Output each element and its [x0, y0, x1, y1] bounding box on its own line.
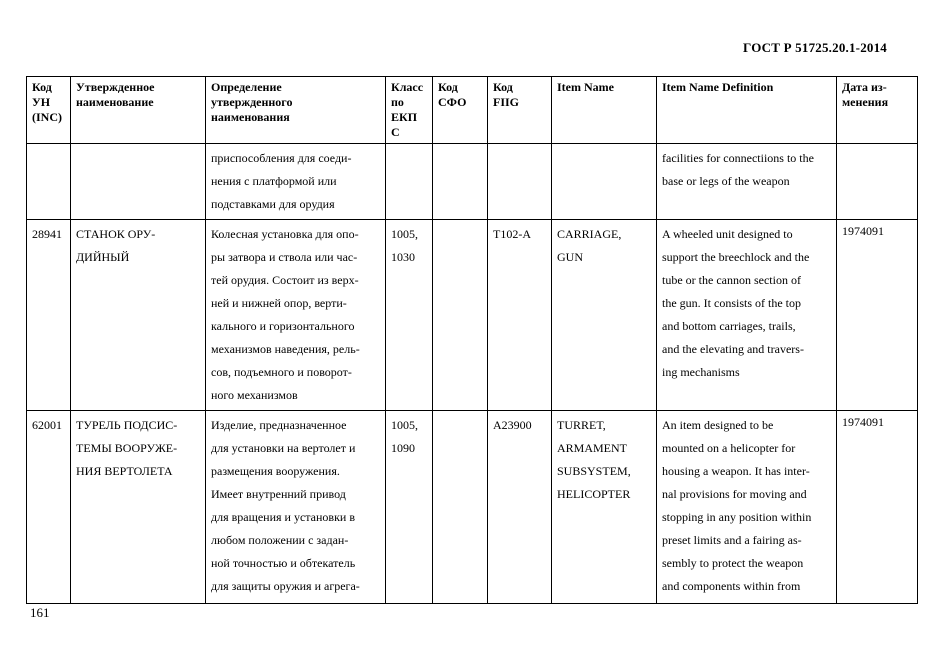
header-approved-name: Утвержденное наименование — [71, 77, 206, 144]
cell-definition: Изделие, предназначенное для установки на вертолет и размещения вооружения. Имеет внутренний привод для вращения и установки в любом положении с задан- ной точностью и обтекатель для защиты оружия и агрега- — [206, 411, 386, 604]
cell-change-date: 1974091 — [837, 220, 918, 411]
cell-change-date — [837, 144, 918, 220]
cell-approved-name: СТАНОК ОРУ- ДИЙНЫЙ — [71, 220, 206, 411]
header-fiig: Код FIIG — [488, 77, 552, 144]
cell-item-name — [552, 144, 657, 220]
cell-class: 1005, 1090 — [386, 411, 433, 604]
cell-inc: 62001 — [27, 411, 71, 604]
header-item-name-definition: Item Name Definition — [657, 77, 837, 144]
header-definition: Определение утвержденного наименования — [206, 77, 386, 144]
table-row — [27, 411, 918, 604]
page-number: 161 — [30, 605, 50, 620]
cell-approved-name — [71, 144, 206, 220]
header-item-name: Item Name — [552, 77, 657, 144]
cell-fiig: T102-A — [488, 220, 552, 411]
cell-class — [386, 144, 433, 220]
cell-class: 1005, 1030 — [386, 220, 433, 411]
cell-fiig — [488, 144, 552, 220]
cell-item-name: CARRIAGE, GUN — [552, 220, 657, 411]
cell-sfo — [433, 220, 488, 411]
table-row — [27, 144, 918, 220]
header-sfo: Код СФО — [433, 77, 488, 144]
header-change-date: Дата из- менения — [837, 77, 918, 144]
cell-item-definition: A wheeled unit designed to support the breechlock and the tube or the cannon section of the gun. It consists of the top and bottom carriages, trails, and the elevating and travers- ing mechanisms — [657, 220, 837, 411]
cell-definition: Колесная установка для опо- ры затвора и ствола или час- тей орудия. Состоит из верх- ней и нижней опор, верти- кального и горизонтального механизмов наведения, рель- сов, подъемного и поворот- ного механизмов — [206, 220, 386, 411]
cell-item-name: TURRET, ARMAMENT SUBSYSTEM, HELICOPTER — [552, 411, 657, 604]
cell-sfo — [433, 144, 488, 220]
header-inc: Код УН (INC) — [27, 77, 71, 144]
cell-item-definition: facilities for connectiions to the base or legs of the weapon — [657, 144, 837, 220]
cell-approved-name: ТУРЕЛЬ ПОДСИС- ТЕМЫ ВООРУЖЕ- НИЯ ВЕРТОЛЕТА — [71, 411, 206, 604]
cell-change-date: 1974091 — [837, 411, 918, 604]
cell-inc: 28941 — [27, 220, 71, 411]
cell-item-definition: An item designed to be mounted on a helicopter for housing a weapon. It has inter- nal provisions for moving and stopping in any position within preset limits and a fairing as- sembly to protect the weapon and components within from — [657, 411, 837, 604]
cell-fiig: A23900 — [488, 411, 552, 604]
cell-definition: приспособления для соеди- нения с платформой или подставками для орудия — [206, 144, 386, 220]
cell-sfo — [433, 411, 488, 604]
header-class: Класс по ЕКП С — [386, 77, 433, 144]
table-row — [27, 220, 918, 411]
cell-inc — [27, 144, 71, 220]
classification-table — [26, 76, 918, 604]
table-header-row — [27, 77, 918, 144]
document-title: ГОСТ Р 51725.20.1-2014 — [743, 40, 887, 55]
